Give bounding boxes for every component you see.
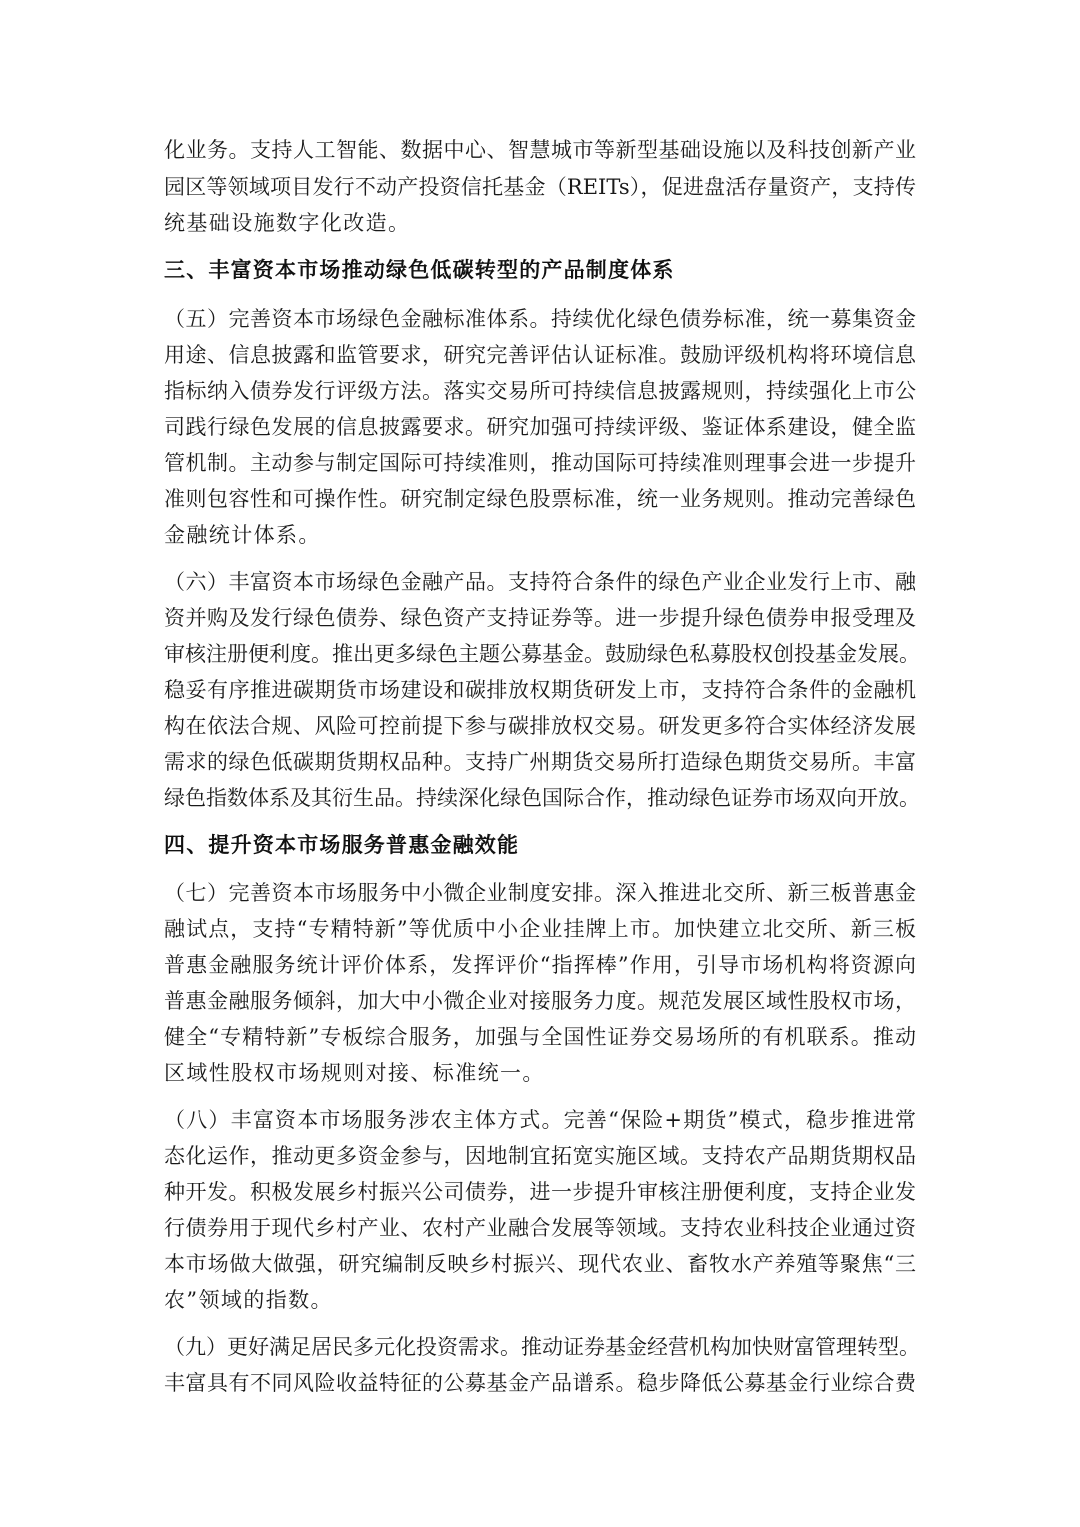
paragraph-line: 司践行绿色发展的信息披露要求。研究加强可持续评级、鉴证体系建设，健全监 bbox=[164, 415, 916, 439]
paragraph-line: 需求的绿色低碳期货期权品种。支持广州期货交易所打造绿色期货交易所。丰富 bbox=[164, 750, 916, 774]
paragraph-line: 金融统计体系。 bbox=[164, 523, 321, 547]
paragraph-line: （五）完善资本市场绿色金融标准体系。持续优化绿色债券标准，统一募集资金 bbox=[164, 307, 916, 331]
paragraph-line: 行债券用于现代乡村产业、农村产业融合发展等领域。支持农业科技企业通过资 bbox=[164, 1216, 916, 1240]
paragraph-line: 资并购及发行绿色债券、绿色资产支持证券等。进一步提升绿色债券申报受理及 bbox=[164, 606, 916, 630]
paragraph-line: 准则包容性和可操作性。研究制定绿色股票标准，统一业务规则。推动完善绿色 bbox=[164, 487, 916, 511]
paragraph-line: （七）完善资本市场服务中小微企业制度安排。深入推进北交所、新三板普惠金 bbox=[164, 881, 916, 905]
paragraph-line: 态化运作，推动更多资金参与，因地制宜拓宽实施区域。支持农产品期货期权品 bbox=[164, 1144, 916, 1168]
paragraph-line: 种开发。积极发展乡村振兴公司债券，进一步提升审核注册便利度，支持企业发 bbox=[164, 1180, 916, 1204]
paragraph-line: 农”领域的指数。 bbox=[164, 1288, 333, 1312]
paragraph-line: 绿色指数体系及其衍生品。持续深化绿色国际合作，推动绿色证券市场双向开放。 bbox=[164, 786, 920, 810]
paragraph-line: 化业务。支持人工智能、数据中心、智慧城市等新型基础设施以及科技创新产业 bbox=[164, 138, 916, 162]
paragraph-line: 指标纳入债券发行评级方法。落实交易所可持续信息披露规则，持续强化上市公 bbox=[164, 379, 916, 403]
paragraph-line: 本市场做大做强，研究编制反映乡村振兴、现代农业、畜牧水产养殖等聚焦“三 bbox=[164, 1252, 916, 1276]
paragraph-line: 用途、信息披露和监管要求，研究完善评估认证标准。鼓励评级机构将环境信息 bbox=[164, 343, 916, 367]
paragraph-line: 管机制。主动参与制定国际可持续准则，推动国际可持续准则理事会进一步提升 bbox=[164, 451, 916, 475]
paragraph-line: （六）丰富资本市场绿色金融产品。支持符合条件的绿色产业企业发行上市、融 bbox=[164, 570, 916, 594]
paragraph-line: 审核注册便利度。推出更多绿色主题公募基金。鼓励绿色私募股权创投基金发展。 bbox=[164, 642, 920, 666]
paragraph-line: 丰富具有不同风险收益特征的公募基金产品谱系。稳步降低公募基金行业综合费 bbox=[164, 1371, 916, 1395]
paragraph-line: 普惠金融服务倾斜，加大中小微企业对接服务力度。规范发展区域性股权市场， bbox=[164, 989, 916, 1013]
paragraph-line: 健全“专精特新”专板综合服务，加强与全国性证券交易场所的有机联系。推动 bbox=[164, 1025, 916, 1049]
paragraph-line: （八）丰富资本市场服务涉农主体方式。完善“保险+期货”模式，稳步推进常 bbox=[164, 1108, 916, 1132]
section-heading: 三、丰富资本市场推动绿色低碳转型的产品制度体系 bbox=[164, 258, 675, 282]
paragraph-line: 普惠金融服务统计评价体系，发挥评价“指挥棒”作用，引导市场机构将资源向 bbox=[164, 953, 916, 977]
paragraph-line: 稳妥有序推进碳期货市场建设和碳排放权期货研发上市，支持符合条件的金融机 bbox=[164, 678, 916, 702]
section-heading: 四、提升资本市场服务普惠金融效能 bbox=[164, 833, 520, 857]
paragraph-line: 区域性股权市场规则对接、标准统一。 bbox=[164, 1061, 545, 1085]
paragraph-line: 构在依法合规、风险可控前提下参与碳排放权交易。研发更多符合实体经济发展 bbox=[164, 714, 916, 738]
paragraph-line: 融试点，支持“专精特新”等优质中小企业挂牌上市。加快建立北交所、新三板 bbox=[164, 917, 916, 941]
paragraph-line: 统基础设施数字化改造。 bbox=[164, 211, 411, 235]
paragraph-line: 园区等领域项目发行不动产投资信托基金（REITs），促进盘活存量资产，支持传 bbox=[164, 175, 916, 199]
paragraph-line: （九）更好满足居民多元化投资需求。推动证券基金经营机构加快财富管理转型。 bbox=[164, 1335, 920, 1359]
